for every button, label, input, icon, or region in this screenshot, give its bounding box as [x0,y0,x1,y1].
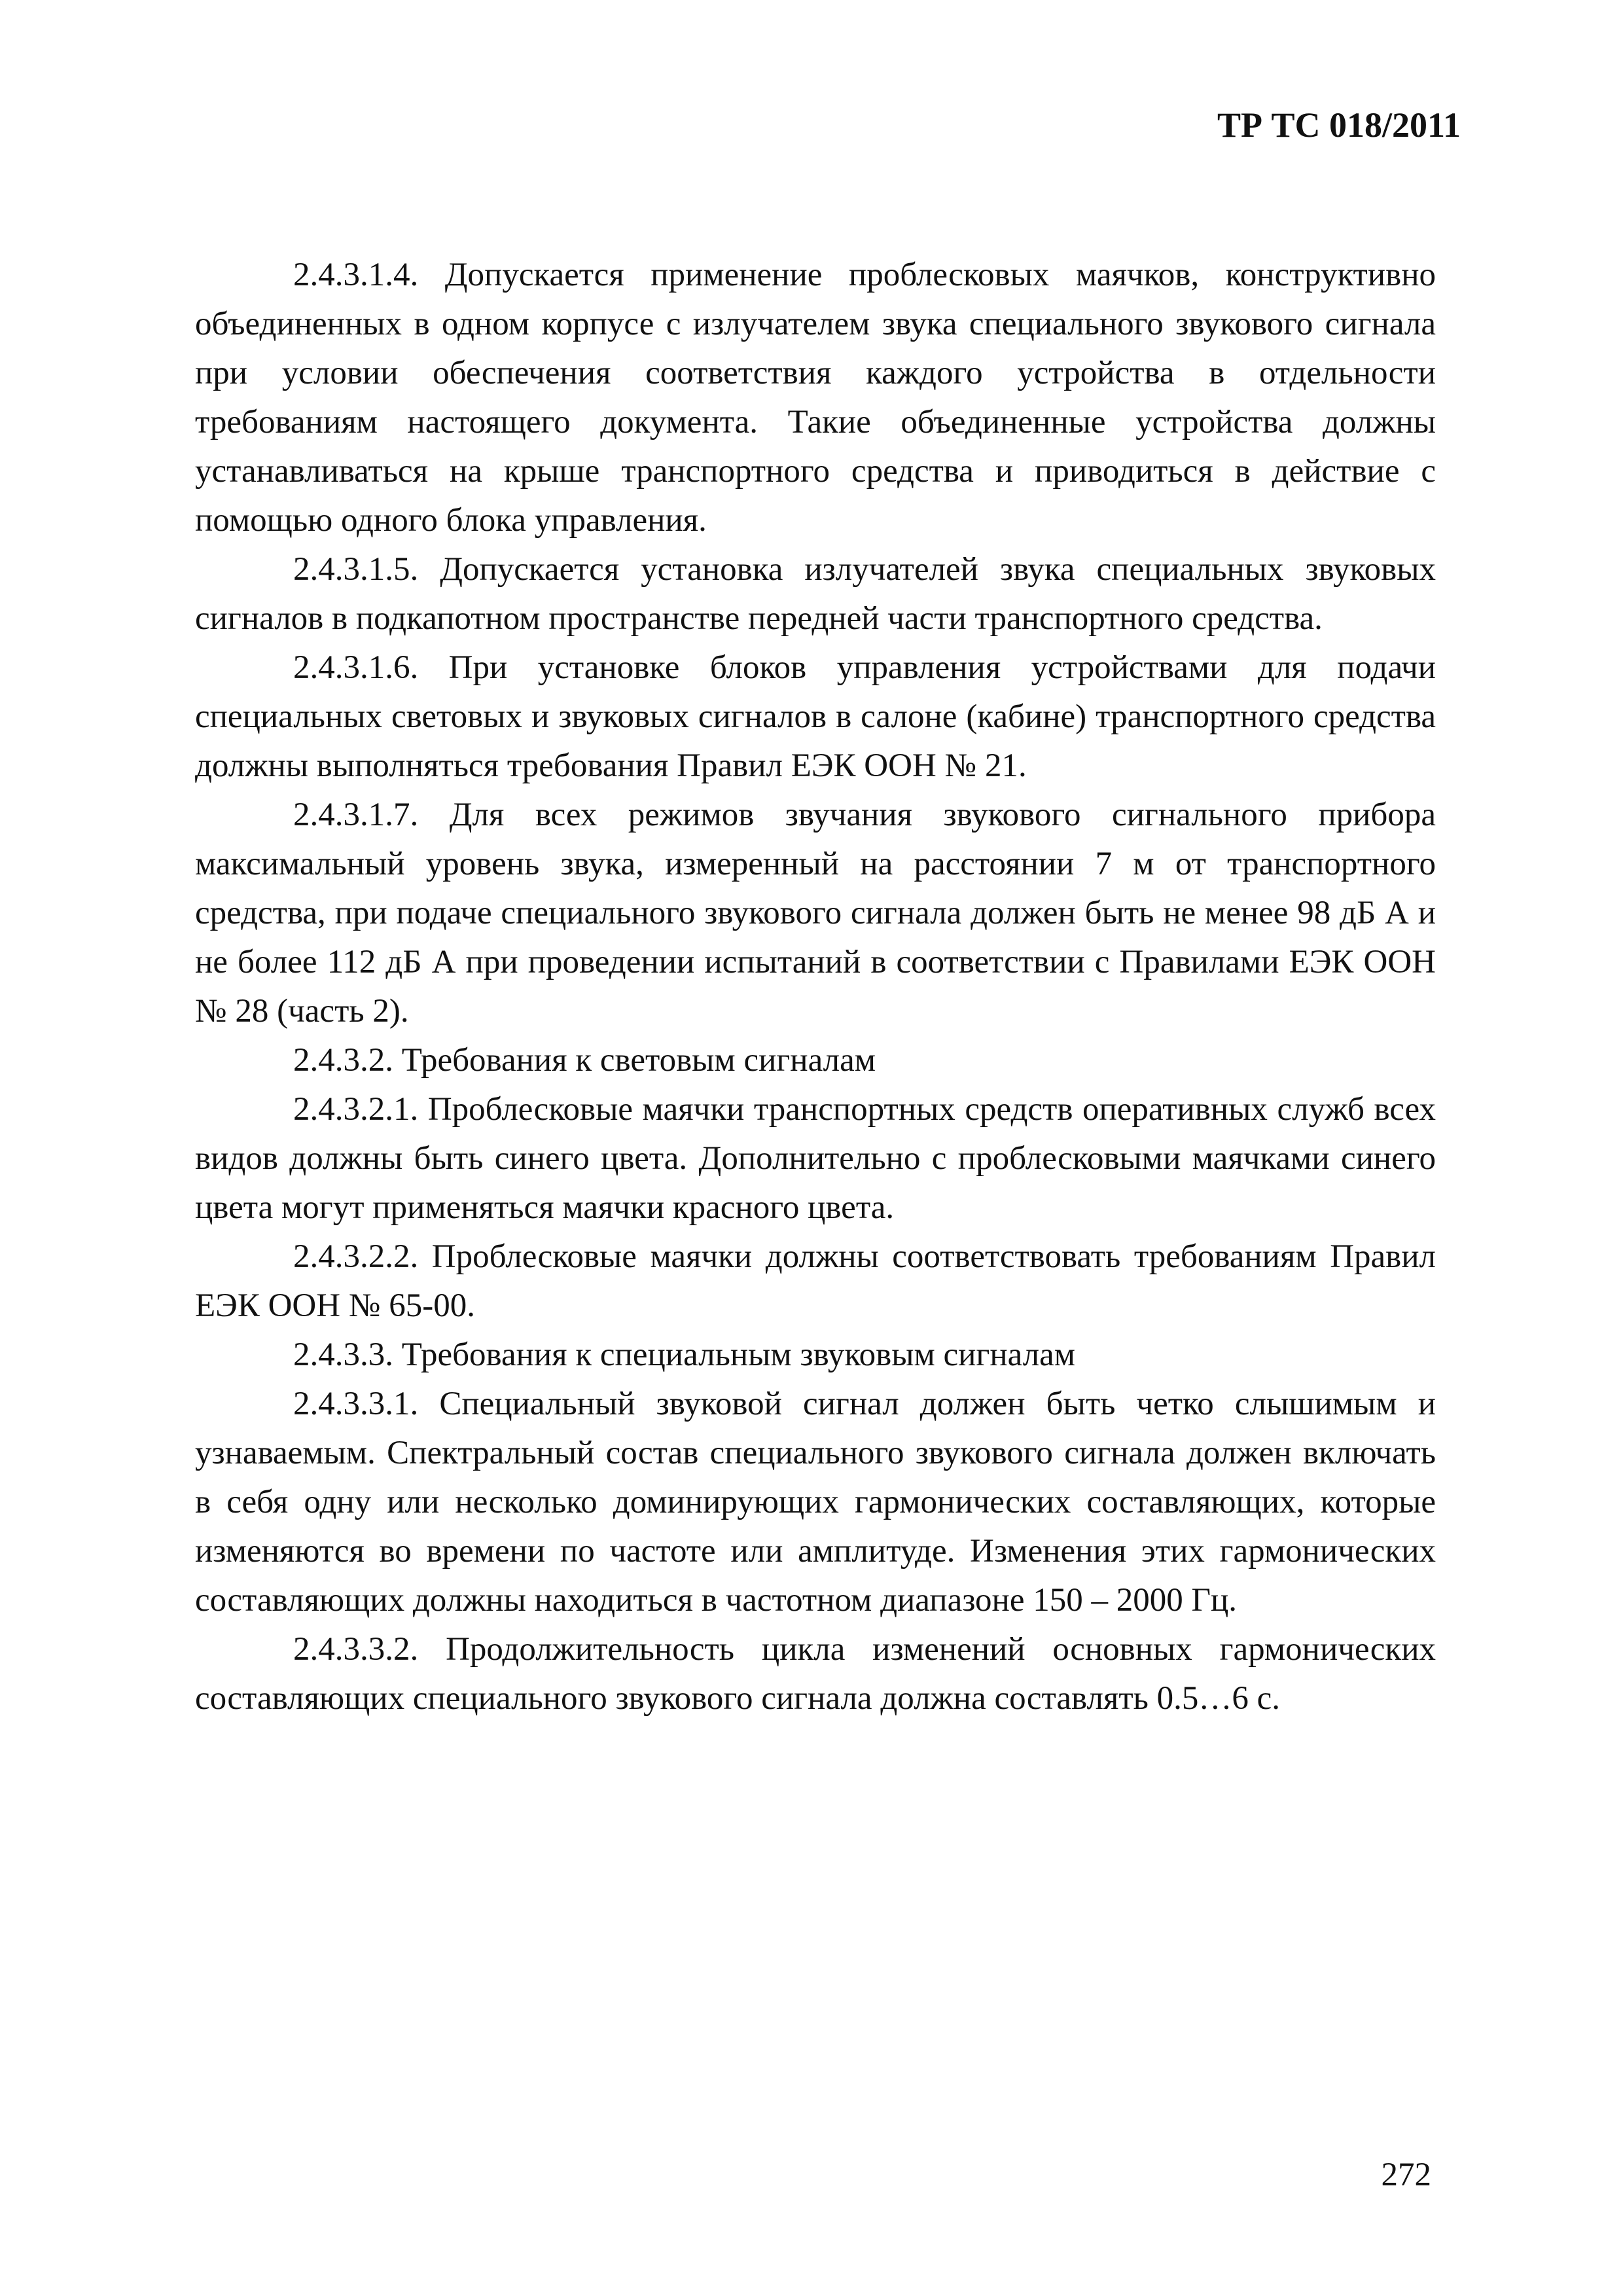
paragraph-2-4-3-3-2: 2.4.3.3.2. Продолжительность цикла изменений основных гармонических составляющих специального звукового сигнала должна составлять 0.5…6 с. [195,1631,1436,1717]
heading-2-4-3-2: 2.4.3.2. Требования к световым сигналам [293,1042,876,1079]
paragraph-2-4-3-1-7: 2.4.3.1.7. Для всех режимов звучания звукового сигнального прибора максимальный уровень звука, измеренный на расстоянии 7 м от транспортного средства, при подаче специального звукового сигнала должен быть не менее 98 дБ А и не более 112 дБ А при проведении испытаний в соответствии с Правилами ЕЭК ООН № 28 (часть 2). [195,797,1436,1030]
page-number: 272 [1381,2157,1431,2193]
paragraph-2-4-3-3-1: 2.4.3.3.1. Специальный звуковой сигнал должен быть четко слышимым и узнаваемым. Спектральный состав специального звукового сигнала должен включать в себя одну или несколько доминирующих гармонических составляющих, которые изменяются во времени по частоте или амплитуде. Изменения этих гармонических составляющих должны находиться в частотном диапазоне 150 – 2000 Гц. [195,1386,1436,1619]
paragraph-2-4-3-2-1: 2.4.3.2.1. Проблесковые маячки транспортных средств оперативных служб всех видов должны быть синего цвета. Дополнительно с проблесковыми маячками синего цвета могут применяться маячки красного цвета. [195,1091,1436,1226]
paragraph-2-4-3-1-5: 2.4.3.1.5. Допускается установка излучателей звука специальных звуковых сигналов в подкапотном пространстве передней части транспортного средства. [195,551,1436,637]
paragraph-2-4-3-1-6: 2.4.3.1.6. При установке блоков управления устройствами для подачи специальных световых и звуковых сигналов в салоне (кабине) транспортного средства должны выполняться требования Правил ЕЭК ООН № 21. [195,649,1436,784]
document-body [195,251,1436,1723]
paragraph-2-4-3-2-2: 2.4.3.2.2. Проблесковые маячки должны соответствовать требованиям Правил ЕЭК ООН № 65-00. [195,1238,1436,1324]
heading-2-4-3-3: 2.4.3.3. Требования к специальным звуковым сигналам [293,1336,1076,1373]
document-header: ТР ТС 018/2011 [1217,105,1461,145]
paragraph-2-4-3-1-4: 2.4.3.1.4. Допускается применение проблесковых маячков, конструктивно объединенных в одном корпусе с излучателем звука специального звукового сигнала при условии обеспечения соответствия каждого устройства в отдельности требованиям настоящего документа. Такие объединенные устройства должны устанавливаться на крыше транспортного средства и приводиться в действие с помощью одного блока управления. [195,257,1436,539]
